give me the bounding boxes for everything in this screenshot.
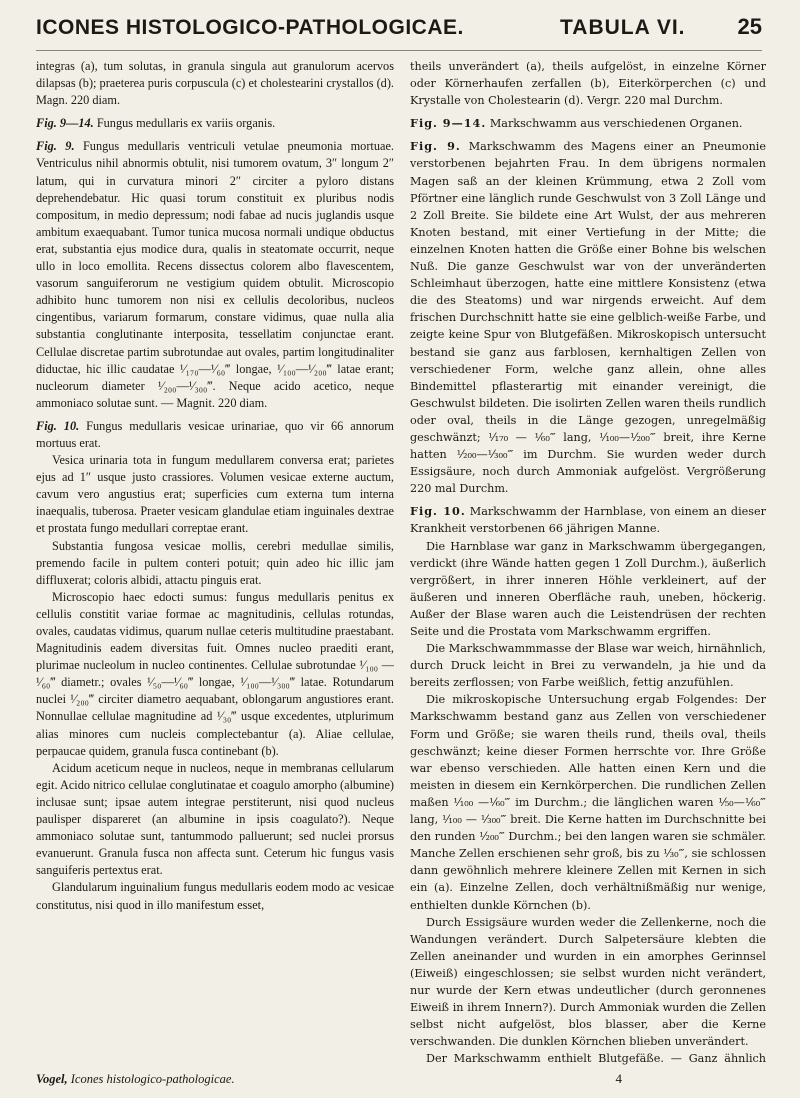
plate-label: TABULA VI. <box>560 16 686 39</box>
german-figure-label: Fig. 9—14. <box>410 116 487 131</box>
signature-mark: 4 <box>615 1071 622 1086</box>
latin-paragraph <box>36 115 394 132</box>
footer-author: Vogel, <box>36 1072 68 1086</box>
german-paragraph <box>410 503 766 537</box>
german-paragraph <box>410 538 766 641</box>
german-paragraph <box>410 58 766 109</box>
latin-paragraph-text: Acidum aceticum neque in nucleos, neque in membranas cellularum egit. Acido nitrico cellulae conglutinatae et coagulo amorpho (albumine) inclusae sunt; ipsae autem integrae perstiterunt, nisi quod nucleus paulisper dispareret (an albumine in ipsis coagulato?). Neque ammoniaco solutae sunt, tantummodo palluerunt; sed nuclei prorsus evanuerunt. Granula fusca non affecta sunt. Ceterum hic fungus vasis sanguiferis pertextus erat. <box>36 760 394 878</box>
running-title: ICONES HISTOLOGICO-PATHOLOGICAE. <box>36 16 464 39</box>
german-paragraph <box>410 914 766 1051</box>
german-paragraph <box>410 138 766 497</box>
latin-paragraph <box>36 58 394 109</box>
latin-paragraph-text: Fungus medullaris ex variis organis. <box>96 116 276 131</box>
latin-paragraph-text: Fungus medullaris ventriculi vetulae pneumonia mortuae. Ventriculus nihil abnormis obtulit, nisi tumorem ovatum, 3″ longum 2″ latum, qui in curvatura minori 2″ circiter a pyloro distans deprehendebatur. Hic quasi torum constituit ex pluribus nodis compositum, in medio depressum; nodi fabae ad nucis juglandis usque ambitum exaequabant. Tumor tunica mucosa normali undique obductus erat, substantia ejus modice dura, qualis in steatomate occurrit, neque ullo in loco emollita. Recens dissectus colorem albo flavescentem, vasorum sanguiferorum ne vestigium quidem obtulit. Microscopio adhibito hunc tumorem non nisi ex cellulis decoloribus, nucleos cingentibus, variarum formarum, constare vidimus, quae nulla alia substantia conglutinante interposita, tessellatim conjunctae erant. Cellulae discretae partim subrotundae aut ovales, partim longitudinaliter diductae, hic illic caudatae ¹⁄₁₇₀—¹⁄₆₀‴ longae, ¹⁄₁₀₀—¹⁄₂₀₀‴ latae erant; nucleorum diameter ¹⁄₂₀₀—¹⁄₃₀₀‴. Neque acido acetico, neque ammoniaco solutae sunt. — Magnit. 220 diam. <box>36 139 394 410</box>
german-paragraph-text: Markschwamm des Magens einer an Pneumonie verstorbenen bejahrten Frau. In dem übrigens normalen Magen saß an der kleinen Krümmung, etwa 2 Zoll vom Pförtner eine länglich runde Geschwulst von 3 Zoll Länge und 2 Zoll Breite. Sie bildete eine Art Wulst, der aus mehreren Knoten bestand, mit einer Vertiefung in der Mitte; die einzelnen Knoten hatten die Größe einer Bohne bis welschen Nuß. Die ganze Geschwulst war von der unveränderten Schleimhaut überzogen, hatte eine mittlere Konsistenz (etwa die des Steatoms) und war nirgends erweicht. Auf dem frischen Durchschnitt hatte sie eine gelblich-weiße Farbe, und zeigte keine Spur von Blutgefäßen. Mikroskopisch untersucht bestand sie ganz aus farblosen, kernhaltigen Zellen von verschiedener Form, welche ganz allein, ohne alles Bindemittel pflasterartig mit einander vereinigt, die Geschwulst bildeten. Die isolirten Zellen waren theils rundlich oder oval, theils in die Länge gezogen, unregelmäßig geschwänzt; ¹⁄₁₇₀ — ¹⁄₆₀‴ lang, ¹⁄₁₀₀—¹⁄₂₀₀‴ breit, ihre Kerne hatten ¹⁄₂₀₀—¹⁄₃₀₀‴ im Durchm. Sie wurden weder durch Essigsäure, noch durch Ammoniak aufgelöst. Vergrößerung 220 mal Durchm. <box>410 140 766 496</box>
footer-citation <box>36 1072 235 1087</box>
latin-paragraph <box>36 538 394 589</box>
latin-paragraph-text: integras (a), tum solutas, in granula singula aut granulorum acervos dilapsas (b); praeterea puris corpuscula (c) et cholestearini crystallos (d). Magn. 220 diam. <box>36 59 394 108</box>
footer-source: Icones histologico-pathologicae. <box>70 1072 235 1086</box>
latin-paragraph-text: Glandularum inguinalium fungus medullaris eodem modo ac vesicae constitutus, nisi quod in illo manifestum esset, <box>36 880 394 912</box>
latin-paragraph <box>36 589 394 760</box>
latin-paragraph <box>36 418 394 452</box>
latin-figure-label: Fig. 10. <box>36 418 80 433</box>
page-footer <box>36 1071 762 1087</box>
latin-figure-label: Fig. 9—14. <box>36 116 94 131</box>
german-paragraph-text: theils unverändert (a), theils aufgelöst, in einzelne Körner oder Körnerhaufen zerfallen (b), Eiterkörperchen (c) und Krystalle von Cholestearin (d). Vergr. 220 mal Durchm. <box>410 60 766 108</box>
german-paragraph-text: Durch Essigsäure wurden weder die Zellenkerne, noch die Wandungen verändert. Durch Salpetersäure klebten die Zellen aneinander und wurden in ein amorphes Gerinnsel (Eiweiß) eingeschlossen; sie selbst wurden nicht verändert, nur wurde der Kern etwas undeutlicher (durch geronnenes Eiweiß in ihrem Innern?). Durch Ammoniak wurden die Zellen selbst nicht aufgelöst, blos blasser, aber die Kerne verschwanden. Die dunklen Körnchen blieben unverändert. <box>410 915 766 1049</box>
german-paragraph <box>410 691 766 913</box>
page-header <box>36 14 762 48</box>
german-paragraph-text: Markschwamm der Harnblase, von einem an dieser Krankheit verstorbenen 66 jährigen Manne. <box>410 505 766 536</box>
german-paragraph-text: Die Harnblase war ganz in Markschwamm übergegangen, verdickt (ihre Wände hatten gegen 1 Zoll Durchm.), äußerlich vergrößert, in ihrer inneren Höhle verkleinert, auf der äußeren und inneren Oberfläche rauh, uneben, höckerig. Außer der Blase waren auch die Leistendrüsen der rechten Seite und die Prostata vom Markschwamm ergriffen. <box>410 539 766 638</box>
german-paragraph-text: Der Markschwamm enthielt Blutgefäße. — Ganz ähnlich <box>426 1052 766 1066</box>
latin-paragraph-text: Microscopio haec edocti sumus: fungus medullaris penitus ex cellulis constitit variae formae ac magnitudinis, cellulas rotundas, ovales, caudatas vidimus, quarum nullae ceteris multitudine praestabant. Magnitudinis eadem diversitas fuit. Omnes nucleo praediti erant, plurimae nucleolum in nucleo continentes. Cellulae subrotundae ¹⁄₁₀₀ — ¹⁄₆₀‴ diametr.; ovales ¹⁄₅₀—¹⁄₆₀‴ longae, ¹⁄₁₀₀—¹⁄₃₀₀‴ latae. Rotundarum nuclei ¹⁄₂₀₀‴ circiter diametro aequabant, oblongarum angustiores erant. Nonnullae cellulae magnitudine ad ¹⁄₃₀‴ usque excedentes, utplurimum alias minores cum nucleis complectebantur (a). Aliae cellulae, perpaucae quidem, granula fusca continebant (b). <box>36 589 394 758</box>
latin-paragraph <box>36 879 394 913</box>
german-paragraph <box>410 115 766 132</box>
latin-paragraph <box>36 760 394 880</box>
german-paragraph-text: Die Markschwammmasse der Blase war weich, hirnähnlich, durch Druck leicht in Brei zu verwandeln, ja hie und da bereits zerflossen; von Farbe weißlich, fettig anzufühlen. <box>410 642 766 690</box>
latin-column <box>36 58 394 1068</box>
latin-paragraph <box>36 138 394 412</box>
german-figure-label: Fig. 10. <box>410 504 466 519</box>
latin-paragraph-text: Fungus medullaris vesicae urinariae, quo vir 66 annorum mortuus erat. <box>36 418 394 450</box>
header-rule <box>36 50 762 51</box>
german-figure-label: Fig. 9. <box>410 139 461 154</box>
german-paragraph-text: Markschwamm aus verschiedenen Organen. <box>489 117 743 131</box>
latin-paragraph <box>36 452 394 537</box>
german-paragraph <box>410 640 766 691</box>
page-number: 25 <box>737 14 762 39</box>
german-paragraph-text: Die mikroskopische Untersuchung ergab Folgendes: Der Markschwamm bestand ganz aus Zellen von verschiedener Form und Größe; sie waren theils rund, theils oval, theils geschwänzt; keine dieser Formen herrschte vor. Ihre Größe war ebenso verschieden. Alle hatten einen Kern und die meisten in diesem ein Kernkörperchen. Die rundlichen Zellen maßen ¹⁄₁₀₀ —¹⁄₆₀‴ im Durchm.; die länglichen waren ¹⁄₅₀—¹⁄₆₀‴ lang, ¹⁄₁₀₀ — ¹⁄₃₀₀‴ breit. Die Kerne hatten im Durchschnitte bei den runden ¹⁄₂₀₀‴ Durchm.; bei den langen waren sie schmäler. Manche Zellen erschienen sehr groß, bis zu ¹⁄₃₀‴, sie schlossen dann gewöhnlich mehrere kleinere Zellen mit Kernen in sich ein (a). Einzelne Zellen, doch verhältnißmäßig nur wenige, enthielten dunkle Körnchen (b). <box>410 693 766 912</box>
latin-paragraph-text: Substantia fungosa vesicae mollis, cerebri medullae similis, premendo facile in pultem conteri potuit; quin adeo hic illic jam diffluxerat; coloris albidi, attactu pinguis erat. <box>36 538 394 587</box>
german-paragraph <box>410 1050 766 1068</box>
latin-paragraph-text: Vesica urinaria tota in fungum medullarem conversa erat; parietes ejus ad 1″ usque justo crassiores. Volumen vesicae externe auctum, cavum vero angustius erat; superficies cum externa tum interna inaequalis, tuberosa. Praeter vesicam glandulae etiam inguinales dextrae et prostata fungo medullari correptae erant. <box>36 453 394 536</box>
german-column <box>410 58 766 1068</box>
latin-figure-label: Fig. 9. <box>36 139 75 154</box>
